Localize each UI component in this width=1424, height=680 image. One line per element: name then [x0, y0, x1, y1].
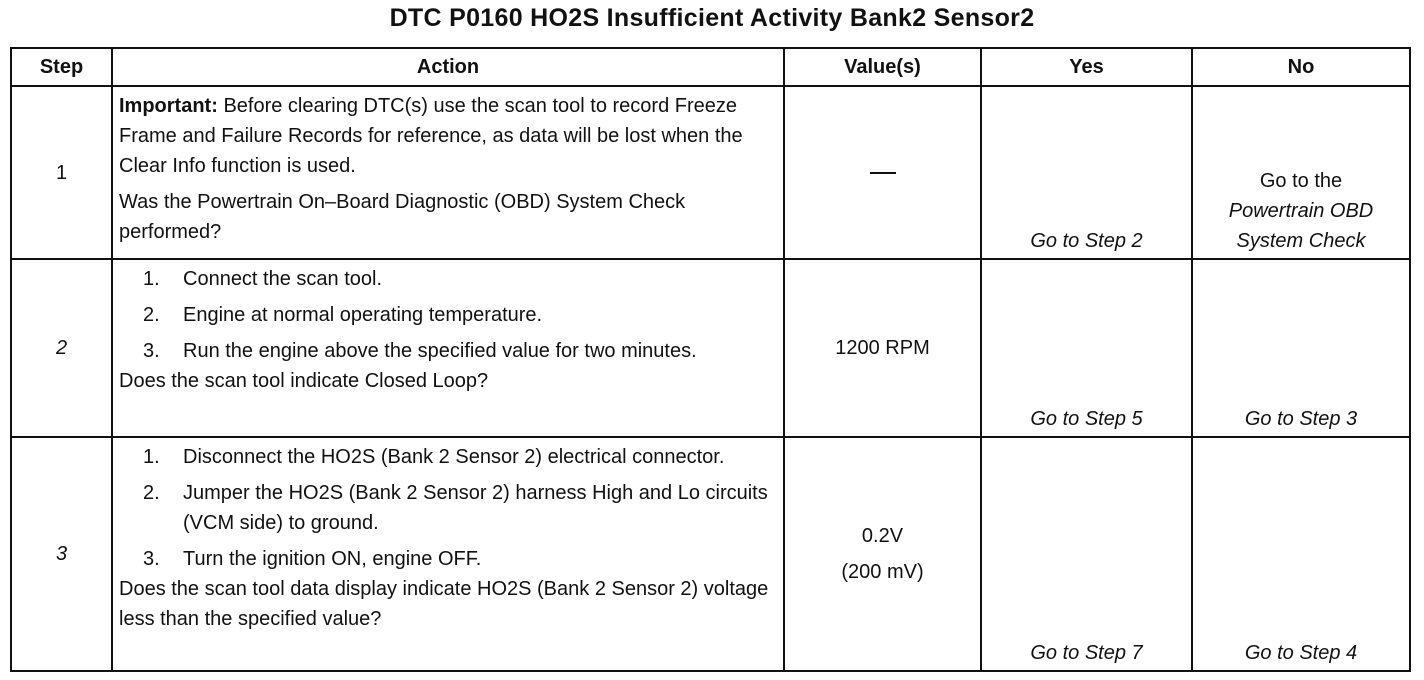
- yes-go-to-step-link[interactable]: Go to Step 2: [1030, 230, 1143, 252]
- action-step-item: 3. Run the engine above the specified value for two minutes.: [143, 340, 697, 362]
- value-millivolts: (200 mV): [841, 561, 924, 583]
- header-values: Value(s): [784, 48, 981, 86]
- no-prefix: Go to the: [1259, 170, 1343, 192]
- value-dash: [870, 172, 896, 174]
- yes-cell: [981, 259, 1192, 437]
- document-title: DTC P0160 HO2S Insufficient Activity Bank2 Sensor2: [389, 4, 1035, 32]
- no-obd-check-link[interactable]: Powertrain OBD System Check: [1228, 200, 1374, 252]
- no-cell: [1192, 259, 1410, 437]
- diagnostic-table: [10, 47, 1411, 672]
- value-voltage: 0.2V: [861, 525, 904, 547]
- header-step: Step: [11, 48, 112, 86]
- action-cell: [112, 259, 784, 437]
- yes-go-to-step-link[interactable]: Go to Step 5: [1030, 408, 1143, 430]
- yes-cell: [981, 437, 1192, 671]
- step-number: 2: [11, 259, 112, 437]
- header-action: Action: [112, 48, 784, 86]
- action-question: Was the Powertrain On–Board Diagnostic (OBD) System Check performed?: [119, 191, 686, 243]
- header-yes: Yes: [981, 48, 1192, 86]
- table-row-step-2: [11, 259, 1410, 437]
- action-steps-list: [119, 264, 775, 366]
- action-question: Does the scan tool indicate Closed Loop?: [119, 370, 489, 392]
- action-question: Does the scan tool data display indicate HO2S (Bank 2 Sensor 2) voltage less than the specified value?: [119, 578, 769, 630]
- value-cell: [784, 259, 981, 437]
- action-step-item: 2. Engine at normal operating temperature.: [143, 304, 543, 326]
- action-steps-list: [119, 442, 775, 574]
- action-step-item: 3. Turn the ignition ON, engine OFF.: [143, 548, 482, 570]
- value-rpm: 1200 RPM: [835, 337, 930, 359]
- action-step-item: 1. Disconnect the HO2S (Bank 2 Sensor 2) electrical connector.: [143, 446, 725, 468]
- action-step-item: 2. Jumper the HO2S (Bank 2 Sensor 2) harness High and Lo circuits (VCM side) to ground.: [143, 482, 768, 534]
- yes-cell: [981, 86, 1192, 259]
- no-cell: [1192, 86, 1410, 259]
- no-cell: [1192, 437, 1410, 671]
- action-cell: [112, 437, 784, 671]
- header-no: No: [1192, 48, 1410, 86]
- no-go-to-step-link[interactable]: Go to Step 3: [1244, 408, 1358, 430]
- header-row: [11, 48, 1410, 86]
- table-row-step-1: [11, 86, 1410, 259]
- important-note: [119, 91, 775, 181]
- value-cell: [784, 437, 981, 671]
- step-number: 3: [11, 437, 112, 671]
- action-cell: [112, 86, 784, 259]
- table-row-step-3: [11, 437, 1410, 671]
- action-step-item: 1. Connect the scan tool.: [143, 268, 383, 290]
- no-go-to-step-link[interactable]: Go to Step 4: [1244, 642, 1358, 664]
- yes-go-to-step-link[interactable]: Go to Step 7: [1030, 642, 1143, 664]
- important-text: Before clearing DTC(s) use the scan tool to record Freeze Frame and Failure Records for reference, as data will be lost when the Clear Info function is used.: [119, 95, 743, 177]
- step-number: 1: [11, 86, 112, 259]
- value-cell: [784, 86, 981, 259]
- important-label: Important:: [119, 95, 218, 117]
